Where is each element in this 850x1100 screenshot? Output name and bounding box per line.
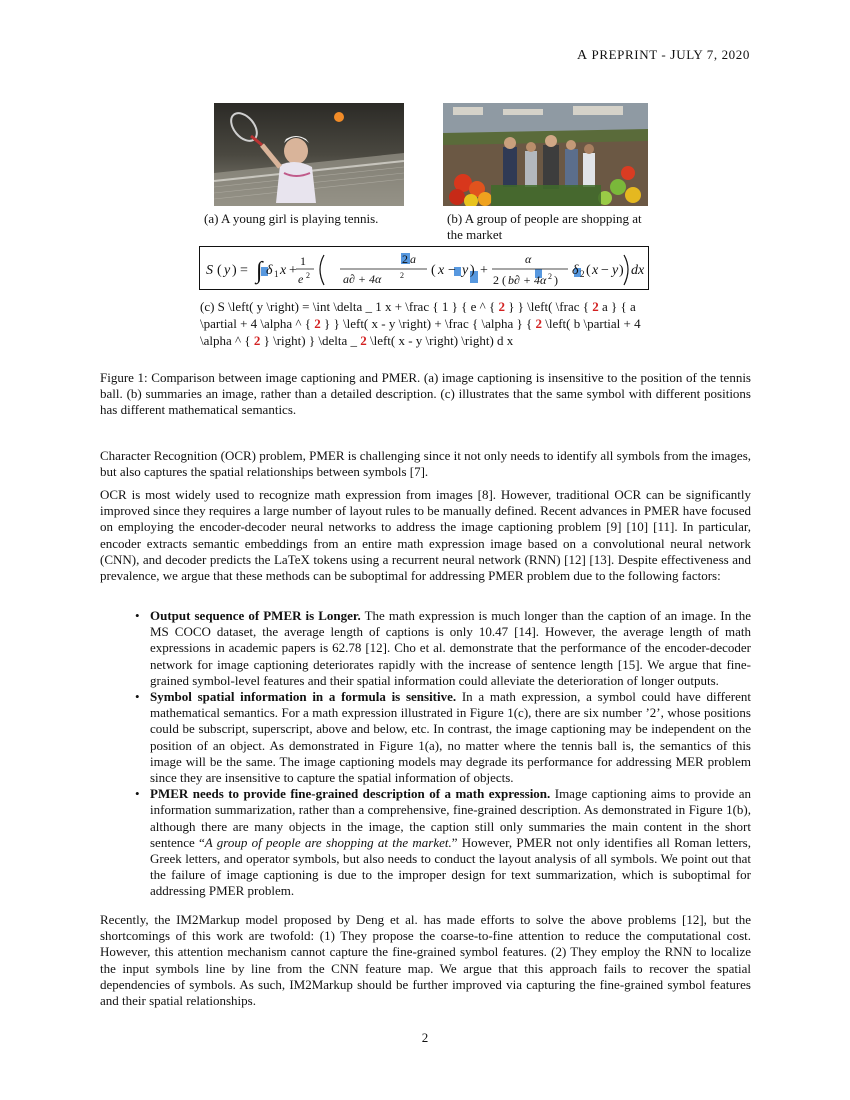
svg-text:2: 2 [548,272,552,281]
svg-text:1: 1 [274,269,279,279]
svg-text:y: y [224,263,231,278]
svg-text:x: x [592,263,599,278]
tennis-photo [214,103,404,206]
bullet-icon: • [135,608,140,623]
svg-text:x: x [438,263,445,278]
svg-text:2: 2 [400,271,404,280]
svg-text:−: − [601,263,609,278]
market-photo [443,103,648,206]
svg-text:∫: ∫ [256,258,263,284]
svg-text:(: ( [217,263,222,278]
svg-text:y: y [612,263,619,278]
svg-text:a: a [410,252,416,266]
svg-text:): ) [470,263,475,278]
svg-text:δ: δ [266,263,273,278]
bullet-icon: • [135,689,140,705]
svg-text:x: x [280,263,287,278]
svg-text:S: S [206,263,213,278]
page-number: 2 [421,1030,429,1045]
formula-box [199,246,649,290]
running-header: A PREPRINT - JULY 7, 2020 [576,47,750,63]
list-item: • PMER needs to provide fine-grained description of a math expression. Image captioning aims to provide an information summarization, rather than a comprehensive, fine-grained description. As demonstrated in Figure 1(b), although there are many objects in the image, the caption still only summaries the main content in the short sentence “A group of people are shopping at the market.” However, PMER not only identifies all Roman letters, Greek letters, and operator symbols, but also needs to conduct the layout analysis of all symbols. We point out that the failure of image captioning is due to the improper design for text summarization, which is suboptimal for addressing PMER problem. [135,786,751,899]
caption-a: (a) A young girl is playing tennis. [204,211,379,226]
svg-text:2: 2 [493,273,499,287]
figure-caption: Figure 1: Comparison between image captioning and PMER. (a) image captioning is insensitive to the position of the tennis ball. (b) summaries an image, rather than a detailed description. (c) illustrates that the same symbol with different positions has different mathematical semantics. [100,370,751,418]
svg-text:dx: dx [631,263,645,278]
svg-text:a∂ + 4α: a∂ + 4α [343,272,382,286]
caption-b: (b) A group of people are shopping at the market [447,211,642,242]
svg-text:2: 2 [306,271,310,280]
svg-text:b∂ + 4α: b∂ + 4α [508,273,547,287]
svg-text:y: y [462,263,469,278]
svg-text:+: + [480,263,488,278]
paragraph-3: Recently, the IM2Markup model proposed by Deng et al. has made efforts to solve the above problems [12], but the shortcomings of this work are twofold: (1) They propose the coarse-to-fine attention to reduce the computational cost. However, this attention mechanism cannot capture the fine-grained symbol features. (2) They employ the RNN to localize the input symbols line by line from the CNN feature map. We argue that this approach fails to recover the spatial dependencies of symbols. As such, IM2Markup should be further improved via capturing the fine-grained symbol features and their spatial relationships. [100,912,751,1009]
svg-text:e: e [298,272,304,286]
factor-list [100,608,751,900]
svg-text:−: − [448,263,456,278]
svg-text:1: 1 [300,254,306,268]
svg-text:δ: δ [572,263,579,278]
list-item: • Symbol spatial information in a formula is sensitive. In a math expression, a symbol could have different mathematical semantics. For a math expression illustrated in Figure 1(c), there are six number ’2’, whose positions could be subscript, superscript, above and below, etc. In contrast, the image captioning may be independent on the position of an object. As demonstrated in Figure 1(a), no matter where the tennis ball is, the semantics of this image will be the same. The image captioning models may degrade its performance for addressing MER problem since they are insensitive to capture the spatial information of objects. [135,689,751,786]
svg-text:α: α [525,252,532,266]
paragraph-1: Character Recognition (OCR) problem, PMER is challenging since it not only needs to identify all symbols from the images, but also captures the spatial relationships between symbols [7]. [100,448,751,480]
caption-c-latex: (c) S \left( y \right) = \int \delta _ 1 x + \frac { 1 } { e ^ { 2 } } \left( \frac { 2 a } { a \partial + 4 \alpha ^ { 2 } } \left( x - y \right) + \frac { \alpha } { 2 \left( b \partial + 4 \alpha ^ { 2 } \right) } \delta _ 2 \left( x - y \right) \right) d x [200,299,641,348]
paragraph-2: OCR is most widely used to recognize math expression from images [8]. However, traditional OCR can be significantly improved since they requires a large number of layout rules to be manually defined. Recent advances in PMER have focused on employing the encoder-decoder neural networks to address the image captioning problem [9] [10] [11]. In particular, encoder extracts semantic embeddings from an entire math expression image based on a convolutional neural network (CNN), and decoder predicts the LaTeX tokens using a recurrent neural network (RNN) [12] [13]. Despite effectiveness and prevalence, we argue that these methods can be suboptimal for addressing PMER problem due to the following factors: [100,487,751,584]
bullet-icon: • [135,786,140,802]
svg-text:=: = [240,263,248,278]
svg-text:2: 2 [580,269,585,279]
svg-text:): ) [619,263,624,278]
svg-text:): ) [554,273,558,287]
svg-text:+: + [289,263,297,278]
svg-text:(: ( [586,263,591,278]
svg-text:(: ( [502,273,506,287]
list-item: • Output sequence of PMER is Longer. The math expression is much longer than the caption of an image. In the MS COCO dataset, the average length of captions is only 10.47 [14]. However, the average length of math expressions in academic papers is 62.78 [12]. Cho et al. demonstrate that the performance of the encoder-decoder network for image captioning deteriorates rapidly with the increase of sentence length [15]. We argue that fine-grained symbol-level features and their spatial information could alleviate the deterioration of longer outputs. [135,608,752,688]
svg-text:): ) [232,263,237,278]
svg-text:(: ( [431,263,436,278]
svg-text:2: 2 [402,252,408,266]
